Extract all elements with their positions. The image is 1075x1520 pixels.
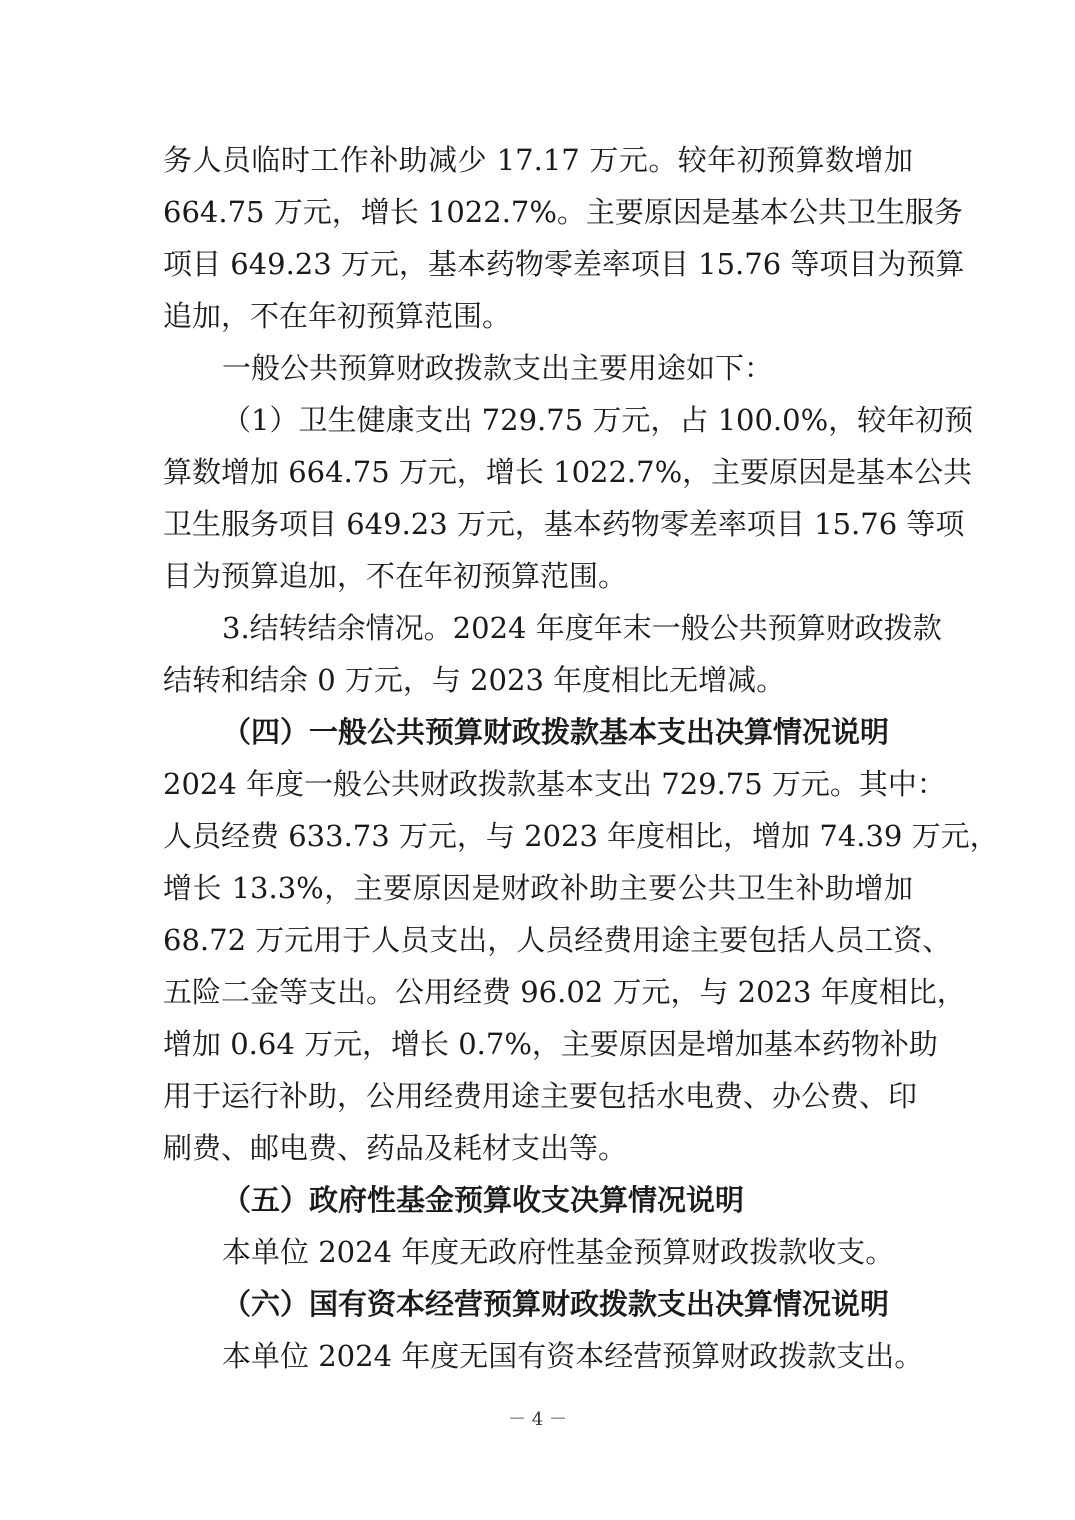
body-text-line: （1）卫生健康支出 729.75 万元，占 100.0%，较年初预 [222,403,974,437]
body-text-line: 本单位 2024 年度无国有资本经营预算财政拨款支出。 [222,1339,924,1373]
body-text-line: 增加 0.64 万元，增长 0.7%，主要原因是增加基本药物补助 [163,1027,938,1061]
body-text-line: 2024 年度一般公共财政拨款基本支出 729.75 万元。其中： [163,767,946,801]
body-text-line: 增长 13.3%，主要原因是财政补助主要公共卫生补助增加 [163,871,913,905]
body-text-line: 664.75 万元，增长 1022.7%。主要原因是基本公共卫生服务 [163,195,963,229]
body-text-line: 68.72 万元用于人员支出，人员经费用途主要包括人员工资、 [163,923,952,957]
body-text-line: 用于运行补助，公用经费用途主要包括水电费、办公费、印 [163,1079,918,1113]
section-heading-6: （六）国有资本经营预算财政拨款支出决算情况说明 [222,1287,890,1321]
body-text-line: 目为预算追加，不在年初预算范围。 [163,559,628,593]
paragraph-heading-line: 一般公共预算财政拨款支出主要用途如下： [222,351,774,385]
body-text-line: 结转和结余 0 万元，与 2023 年度相比无增减。 [163,663,786,697]
section-heading-4: （四）一般公共预算财政拨款基本支出决算情况说明 [222,715,890,749]
body-text-line: 追加，不在年初预算范围。 [163,299,512,333]
body-text-line: 五险二金等支出。公用经费 96.02 万元，与 2023 年度相比， [163,975,966,1009]
section-heading-5: （五）政府性基金预算收支决算情况说明 [222,1183,745,1217]
page-number: － 4 － [508,1409,567,1430]
body-text-line: 人员经费 633.73 万元，与 2023 年度相比，增加 74.39 万元， [163,819,999,853]
body-text-line: 3.结转结余情况。2024 年度年末一般公共预算财政拨款 [222,611,942,645]
body-text-line: 卫生服务项目 649.23 万元，基本药物零差率项目 15.76 等项 [163,507,965,541]
body-text-line: 算数增加 664.75 万元，增长 1022.7%，主要原因是基本公共 [163,455,973,489]
body-text-line: 刷费、邮电费、药品及耗材支出等。 [163,1131,628,1165]
body-text-line: 项目 649.23 万元，基本药物零差率项目 15.76 等项目为预算 [163,247,965,281]
body-text-line: 务人员临时工作补助减少 17.17 万元。较年初预算数增加 [163,143,913,177]
body-text-line: 本单位 2024 年度无政府性基金预算财政拨款收支。 [222,1235,895,1269]
